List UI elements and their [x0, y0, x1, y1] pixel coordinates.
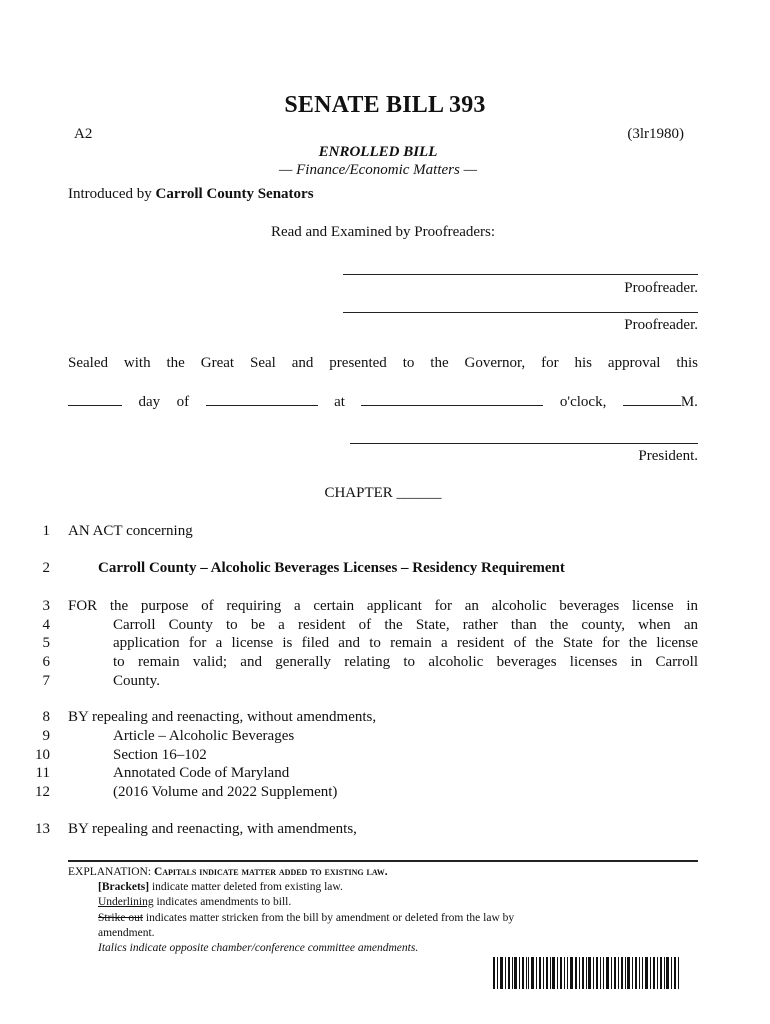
meridiem	[623, 392, 698, 411]
bill-line: Annotated Code of Maryland	[113, 765, 290, 781]
line-number: 10	[35, 747, 50, 763]
meridiem-blank	[623, 392, 681, 406]
president-signature-line	[350, 443, 698, 444]
line-number: 11	[35, 765, 50, 781]
m-word: M.	[680, 394, 698, 410]
underlining-rest: indicates amendments to bill.	[153, 896, 292, 908]
bill-line: FOR the purpose of requiring a certain applicant for an alcoholic beverages license in	[68, 598, 698, 614]
bill-title: SENATE BILL 393	[284, 92, 486, 118]
strike-legend-continued: amendment.	[98, 927, 155, 939]
line-number: 7	[42, 673, 50, 689]
line-number: 1	[42, 523, 50, 539]
bill-line: BY repealing and reenacting, with amendments,	[68, 821, 357, 837]
time-blank	[361, 392, 543, 406]
bill-line: to remain valid; and generally relating to alcoholic beverages licenses in Carroll	[113, 654, 698, 670]
brackets-rest: indicate matter deleted from existing law.	[149, 881, 343, 893]
proofreader-signature-line-1	[343, 274, 698, 275]
intro-sponsor: Carroll County Senators	[155, 186, 314, 202]
barcode	[493, 957, 679, 989]
strike-word: Strike out	[98, 912, 144, 924]
line-number: 6	[42, 654, 50, 670]
bill-line: Article – Alcoholic Beverages	[113, 728, 295, 744]
brackets-legend	[98, 881, 343, 893]
drafting-code: (3lr1980)	[627, 126, 684, 142]
line-number: 2	[42, 560, 50, 576]
bill-line: AN ACT concerning	[68, 523, 193, 539]
month-blank	[206, 392, 318, 406]
read-examined: Read and Examined by Proofreaders:	[270, 224, 496, 240]
of-word: of	[176, 394, 190, 410]
enrolled-label: ENROLLED BILL	[318, 144, 438, 160]
chapter-label: CHAPTER ______	[324, 485, 442, 501]
proofreader-label-1: Proofreader.	[624, 280, 698, 296]
brackets-word: [Brackets]	[98, 881, 150, 893]
underlining-word: Underlining	[98, 896, 154, 908]
underlining-legend	[98, 896, 291, 908]
explanation-label: EXPLANATION:	[68, 866, 154, 878]
bill-subject-title: Carroll County – Alcoholic Beverages Licenses – Residency Requirement	[98, 560, 565, 576]
day-blank	[68, 392, 122, 406]
introduced-by	[68, 186, 314, 203]
explanation-line	[68, 866, 388, 878]
line-number: 8	[42, 709, 50, 725]
oclock-word: o'clock,	[559, 394, 607, 410]
italics-legend: Italics indicate opposite chamber/conference committee amendments.	[98, 942, 419, 954]
line-number: 3	[42, 598, 50, 614]
bill-line: Section 16–102	[113, 747, 207, 763]
approval-date-line	[68, 392, 698, 411]
strike-rest: indicates matter stricken from the bill by amendment or deleted from the law by	[143, 912, 515, 924]
explanation-caps: Capitals indicate matter added to existing law.	[153, 866, 388, 878]
bill-line: application for a license is filed and to remain a resident of the State for the license	[113, 635, 698, 651]
proofreader-signature-line-2	[343, 312, 698, 313]
president-label: President.	[638, 448, 698, 464]
committee-label: — Finance/Economic Matters —	[279, 162, 477, 178]
at-word: at	[334, 394, 345, 410]
strike-legend	[98, 912, 514, 924]
bill-line: County.	[113, 673, 160, 689]
line-number: 5	[42, 635, 50, 651]
bill-line: Carroll County to be a resident of the State, rather than the county, when an	[113, 617, 698, 633]
day-word: day	[138, 394, 161, 410]
bill-line: BY repealing and reenacting, without amendments,	[68, 709, 377, 725]
bill-line: (2016 Volume and 2022 Supplement)	[113, 784, 338, 800]
sealed-statement: Sealed with the Great Seal and presented to the Governor, for his approval this	[68, 355, 698, 371]
line-number: 9	[42, 728, 50, 744]
proofreader-label-2: Proofreader.	[624, 317, 698, 333]
line-number: 13	[35, 821, 50, 837]
footer-divider	[68, 860, 698, 862]
intro-prefix: Introduced by	[68, 186, 156, 202]
line-number: 12	[35, 784, 50, 800]
line-number: 4	[42, 617, 50, 633]
subject-code: A2	[74, 126, 93, 142]
